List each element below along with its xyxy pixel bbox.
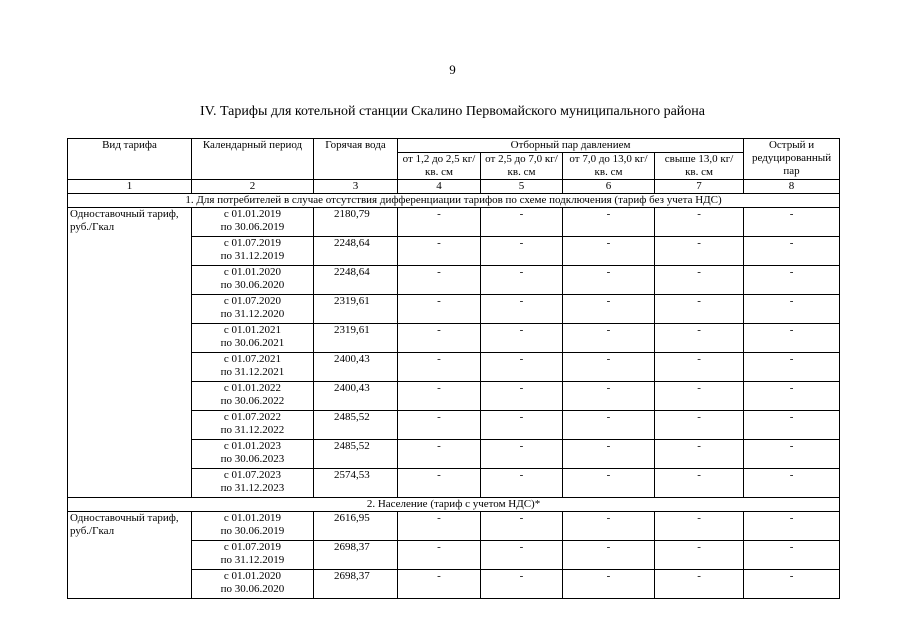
empty-value-cell: - (398, 324, 481, 353)
empty-value-cell: - (655, 295, 744, 324)
period-from: с 01.01.2019 (223, 512, 282, 524)
period-from: с 01.01.2020 (223, 266, 282, 278)
period-from: с 01.01.2020 (223, 570, 282, 582)
empty-value-cell: - (398, 570, 481, 599)
empty-value-cell: - (744, 324, 840, 353)
empty-value-cell: - (563, 353, 655, 382)
empty-value-cell: - (481, 541, 563, 570)
empty-value-cell: - (398, 541, 481, 570)
period-to: по 31.12.2021 (220, 366, 285, 378)
period-to: по 30.06.2022 (220, 395, 285, 407)
hot-water-value: 2485,52 (314, 411, 398, 440)
hot-water-value: 2319,61 (314, 295, 398, 324)
header-sharp-steam: Острый и редуцированный пар (744, 139, 840, 180)
empty-value-cell: - (563, 541, 655, 570)
section-title: 1. Для потребителей в случае отсутствия дифференциации тарифов по схеме подключения (тариф без учета НДС) (68, 194, 840, 208)
column-number: 3 (314, 180, 398, 194)
period-to: по 30.06.2020 (220, 583, 285, 595)
empty-value-cell: - (744, 295, 840, 324)
period-cell (192, 411, 314, 440)
column-number: 7 (655, 180, 744, 194)
empty-value-cell: - (398, 353, 481, 382)
column-number: 1 (68, 180, 192, 194)
period-cell (192, 237, 314, 266)
hot-water-value: 2319,61 (314, 324, 398, 353)
hot-water-value: 2574,53 (314, 469, 398, 498)
empty-value-cell: - (563, 382, 655, 411)
period-cell (192, 541, 314, 570)
period-cell (192, 440, 314, 469)
empty-value-cell: - (481, 382, 563, 411)
period-to: по 30.06.2019 (220, 525, 285, 537)
empty-value-cell: - (481, 512, 563, 541)
empty-value-cell: - (481, 324, 563, 353)
table-row (68, 208, 840, 237)
empty-value-cell: - (398, 512, 481, 541)
empty-value-cell: - (655, 266, 744, 295)
period-to: по 30.06.2019 (220, 221, 285, 233)
empty-value-cell: - (398, 208, 481, 237)
empty-value-cell: - (655, 440, 744, 469)
header-steam-1: от 1,2 до 2,5 кг/ кв. см (398, 153, 481, 180)
empty-value-cell: - (744, 440, 840, 469)
empty-value-cell: - (744, 570, 840, 599)
empty-value-cell: - (655, 541, 744, 570)
hot-water-value: 2616,95 (314, 512, 398, 541)
empty-value-cell: - (655, 469, 744, 498)
empty-value-cell: - (398, 469, 481, 498)
header-calendar-period: Календарный период (192, 139, 314, 180)
empty-value-cell: - (563, 440, 655, 469)
period-to: по 31.12.2022 (220, 424, 285, 436)
hot-water-value: 2698,37 (314, 570, 398, 599)
empty-value-cell: - (398, 237, 481, 266)
period-cell (192, 324, 314, 353)
empty-value-cell: - (563, 295, 655, 324)
period-cell (192, 382, 314, 411)
empty-value-cell: - (744, 411, 840, 440)
empty-value-cell: - (481, 208, 563, 237)
period-from: с 01.07.2021 (223, 353, 282, 365)
tariff-type-cell: Одноставочный тариф, руб./Гкал (68, 512, 192, 599)
header-steam-2: от 2,5 до 7,0 кг/ кв. см (481, 153, 563, 180)
empty-value-cell: - (563, 324, 655, 353)
period-from: с 01.07.2023 (223, 469, 282, 481)
empty-value-cell: - (563, 266, 655, 295)
empty-value-cell: - (655, 324, 744, 353)
empty-value-cell: - (481, 237, 563, 266)
empty-value-cell: - (563, 469, 655, 498)
empty-value-cell: - (563, 237, 655, 266)
empty-value-cell: - (744, 237, 840, 266)
empty-value-cell: - (481, 266, 563, 295)
header-row-1 (68, 139, 840, 153)
section-title-row (68, 194, 840, 208)
period-cell (192, 266, 314, 295)
period-to: по 30.06.2023 (220, 453, 285, 465)
table-row (68, 512, 840, 541)
column-number: 2 (192, 180, 314, 194)
empty-value-cell: - (744, 266, 840, 295)
empty-value-cell: - (398, 440, 481, 469)
empty-value-cell: - (398, 266, 481, 295)
header-steam-3: от 7,0 до 13,0 кг/ кв. см (563, 153, 655, 180)
period-from: с 01.01.2023 (223, 440, 282, 452)
header-steam-group: Отборный пар давлением (398, 139, 744, 153)
period-from: с 01.01.2019 (223, 208, 282, 220)
period-from: с 01.07.2020 (223, 295, 282, 307)
empty-value-cell: - (481, 411, 563, 440)
empty-value-cell: - (398, 382, 481, 411)
document-title: IV. Тарифы для котельной станции Скалино Первомайского муниципального района (200, 104, 705, 119)
empty-value-cell: - (655, 237, 744, 266)
period-to: по 31.12.2020 (220, 308, 285, 320)
table-body (68, 180, 840, 599)
tariff-type-cell: Одноставочный тариф, руб./Гкал (68, 208, 192, 498)
header-hot-water: Горячая вода (314, 139, 398, 180)
hot-water-value: 2400,43 (314, 382, 398, 411)
period-cell (192, 295, 314, 324)
empty-value-cell: - (655, 570, 744, 599)
empty-value-cell: - (481, 440, 563, 469)
empty-value-cell: - (563, 411, 655, 440)
period-from: с 01.01.2022 (223, 382, 282, 394)
period-cell (192, 512, 314, 541)
hot-water-value: 2698,37 (314, 541, 398, 570)
column-number: 5 (481, 180, 563, 194)
empty-value-cell: - (481, 353, 563, 382)
empty-value-cell: - (481, 570, 563, 599)
empty-value-cell: - (398, 411, 481, 440)
hot-water-value: 2400,43 (314, 353, 398, 382)
empty-value-cell: - (655, 382, 744, 411)
column-number-row (68, 180, 840, 194)
period-to: по 30.06.2021 (220, 337, 285, 349)
period-from: с 01.07.2019 (223, 237, 282, 249)
section-title-row (68, 498, 840, 512)
empty-value-cell: - (655, 512, 744, 541)
header-tariff-type: Вид тарифа (68, 139, 192, 180)
period-to: по 31.12.2019 (220, 554, 285, 566)
period-cell (192, 353, 314, 382)
period-from: с 01.07.2019 (223, 541, 282, 553)
period-to: по 31.12.2019 (220, 250, 285, 262)
empty-value-cell: - (481, 469, 563, 498)
period-from: с 01.01.2021 (223, 324, 282, 336)
empty-value-cell: - (481, 295, 563, 324)
empty-value-cell: - (744, 541, 840, 570)
column-number: 8 (744, 180, 840, 194)
empty-value-cell: - (744, 353, 840, 382)
section-title: 2. Население (тариф с учетом НДС)* (68, 498, 840, 512)
empty-value-cell: - (744, 382, 840, 411)
empty-value-cell: - (655, 353, 744, 382)
empty-value-cell: - (398, 295, 481, 324)
column-number: 4 (398, 180, 481, 194)
hot-water-value: 2248,64 (314, 266, 398, 295)
page-number: 9 (449, 62, 456, 77)
empty-value-cell: - (563, 570, 655, 599)
empty-value-cell: - (744, 469, 840, 498)
hot-water-value: 2180,79 (314, 208, 398, 237)
hot-water-value: 2485,52 (314, 440, 398, 469)
header-steam-4: свыше 13,0 кг/ кв. см (655, 153, 744, 180)
empty-value-cell: - (563, 208, 655, 237)
empty-value-cell: - (744, 512, 840, 541)
empty-value-cell: - (563, 512, 655, 541)
empty-value-cell: - (655, 208, 744, 237)
period-cell (192, 469, 314, 498)
empty-value-cell: - (655, 411, 744, 440)
column-number: 6 (563, 180, 655, 194)
period-cell (192, 208, 314, 237)
tariff-table (67, 138, 840, 599)
period-to: по 30.06.2020 (220, 279, 285, 291)
period-from: с 01.07.2022 (223, 411, 282, 423)
period-to: по 31.12.2023 (220, 482, 285, 494)
period-cell (192, 570, 314, 599)
hot-water-value: 2248,64 (314, 237, 398, 266)
empty-value-cell: - (744, 208, 840, 237)
